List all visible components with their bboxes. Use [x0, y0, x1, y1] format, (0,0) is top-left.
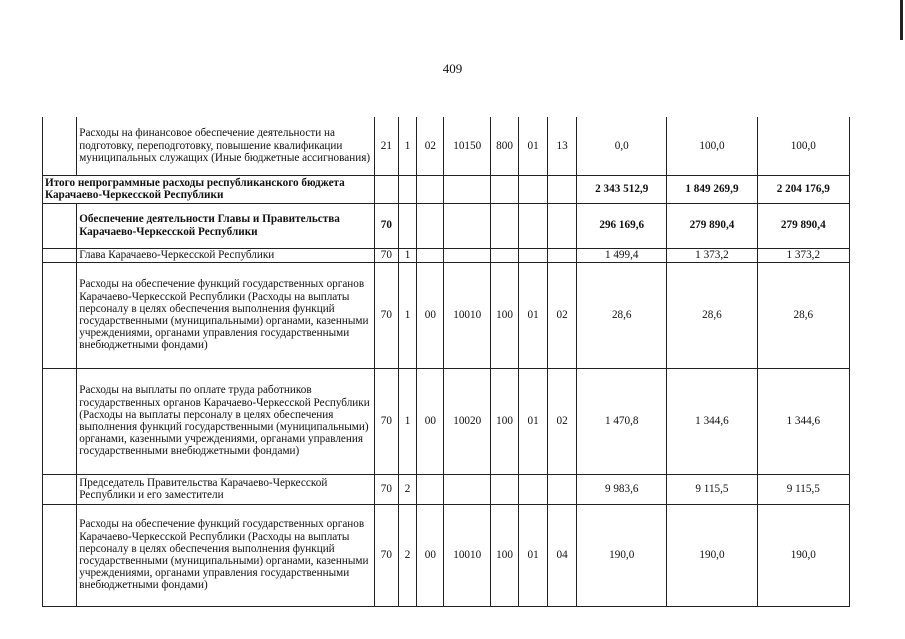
code-cell: 01 — [519, 117, 548, 175]
code-cell: 800 — [491, 117, 519, 175]
code-cell — [548, 474, 577, 504]
code-cell — [491, 203, 519, 248]
indent-cell — [43, 504, 77, 606]
amount-cell: 9 115,5 — [757, 474, 849, 504]
amount-cell: 190,0 — [667, 504, 757, 606]
code-cell: 02 — [417, 117, 444, 175]
code-cell — [491, 474, 519, 504]
amount-cell: 1 470,8 — [577, 368, 667, 474]
code-cell: 21 — [374, 117, 398, 175]
page-edge-mark — [900, 0, 903, 40]
code-cell — [519, 175, 548, 203]
amount-cell: 190,0 — [757, 504, 849, 606]
amount-cell: 1 373,2 — [757, 248, 849, 262]
code-cell: 2 — [398, 504, 417, 606]
code-cell — [417, 474, 444, 504]
code-cell: 10010 — [444, 262, 491, 368]
row-name: Расходы на обеспечение функций государственных органов Карачаево-Черкесской Республики (Расходы на выплаты персоналу в целях обеспечения выполнения функций государственными (муниципальными) органами, казенными учреждениями, органами управления государственными внебюджетными фондами) — [77, 504, 375, 606]
amount-cell: 28,6 — [667, 262, 757, 368]
amount-cell: 1 499,4 — [577, 248, 667, 262]
page-number: 409 — [442, 61, 463, 76]
code-cell: 100 — [491, 262, 519, 368]
code-cell: 70 — [374, 474, 398, 504]
code-cell: 1 — [398, 262, 417, 368]
row-name: Глава Карачаево-Черкесской Республики — [77, 248, 375, 262]
code-cell: 70 — [374, 203, 398, 248]
code-cell — [519, 203, 548, 248]
code-cell — [548, 175, 577, 203]
code-cell: 1 — [398, 117, 417, 175]
code-cell — [398, 175, 417, 203]
code-cell — [444, 474, 491, 504]
amount-cell: 279 890,4 — [757, 203, 849, 248]
code-cell — [417, 175, 444, 203]
code-cell: 70 — [374, 368, 398, 474]
row-name: Председатель Правительства Карачаево-Черкесской Республики и его заместители — [77, 474, 375, 504]
row-name: Расходы на обеспечение функций государственных органов Карачаево-Черкесской Республики (Расходы на выплаты персоналу в целях обеспечения выполнения функций государственными (муниципальными) органами, казенными учреждениями, органами управления государственными внебюджетными фондами) — [77, 262, 375, 368]
code-cell: 1 — [398, 248, 417, 262]
code-cell: 01 — [519, 262, 548, 368]
code-cell — [491, 175, 519, 203]
indent-cell — [43, 248, 77, 262]
amount-cell: 2 343 512,9 — [577, 175, 667, 203]
amount-cell: 296 169,6 — [577, 203, 667, 248]
table-row — [43, 117, 850, 175]
amount-cell: 1 344,6 — [757, 368, 849, 474]
code-cell — [417, 248, 444, 262]
code-cell: 10020 — [444, 368, 491, 474]
indent-cell — [43, 474, 77, 504]
code-cell: 02 — [548, 368, 577, 474]
code-cell — [491, 248, 519, 262]
amount-cell: 2 204 176,9 — [757, 175, 849, 203]
table-row — [43, 248, 850, 262]
amount-cell: 9 983,6 — [577, 474, 667, 504]
code-cell: 01 — [519, 504, 548, 606]
table-row — [43, 474, 850, 504]
code-cell — [374, 175, 398, 203]
amount-cell: 1 373,2 — [667, 248, 757, 262]
indent-cell — [43, 368, 77, 474]
code-cell — [417, 203, 444, 248]
code-cell: 13 — [548, 117, 577, 175]
code-cell: 00 — [417, 262, 444, 368]
indent-cell — [43, 203, 77, 248]
code-cell: 1 — [398, 368, 417, 474]
row-name: Расходы на выплаты по оплате труда работников государственных органов Карачаево-Черкесской Республики (Расходы на выплаты персоналу в целях обеспечения выполнения функций государственными (муниципальными) органами, казенными учреждениями, органами управления государственными внебюджетными фондами) — [77, 368, 375, 474]
code-cell — [519, 248, 548, 262]
code-cell: 100 — [491, 504, 519, 606]
row-name: Расходы на финансовое обеспечение деятельности на подготовку, переподготовку, повышение квалификации муниципальных служащих (Иные бюджетные ассигнования) — [77, 117, 375, 175]
amount-cell: 0,0 — [577, 117, 667, 175]
amount-cell: 28,6 — [577, 262, 667, 368]
code-cell — [444, 203, 491, 248]
amount-cell: 28,6 — [757, 262, 849, 368]
indent-cell — [43, 117, 77, 175]
code-cell: 70 — [374, 504, 398, 606]
amount-cell: 100,0 — [757, 117, 849, 175]
table-row-section — [43, 203, 850, 248]
section-name: Обеспечение деятельности Главы и Правительства Карачаево-Черкесской Республики — [77, 203, 375, 248]
code-cell: 70 — [374, 262, 398, 368]
code-cell: 10150 — [444, 117, 491, 175]
code-cell — [519, 474, 548, 504]
table-row — [43, 504, 850, 606]
code-cell: 04 — [548, 504, 577, 606]
table-row — [43, 368, 850, 474]
code-cell — [548, 248, 577, 262]
code-cell: 100 — [491, 368, 519, 474]
code-cell — [444, 248, 491, 262]
table-row-total — [43, 175, 850, 203]
code-cell: 02 — [548, 262, 577, 368]
code-cell — [548, 203, 577, 248]
budget-table — [42, 117, 850, 607]
table-row — [43, 262, 850, 368]
total-name: Итого непрограммные расходы республиканского бюджета Карачаево-Черкесской Республики — [43, 175, 375, 203]
indent-cell — [43, 262, 77, 368]
code-cell: 00 — [417, 368, 444, 474]
amount-cell: 1 849 269,9 — [667, 175, 757, 203]
amount-cell: 190,0 — [577, 504, 667, 606]
amount-cell: 100,0 — [667, 117, 757, 175]
code-cell: 10010 — [444, 504, 491, 606]
code-cell — [444, 175, 491, 203]
amount-cell: 1 344,6 — [667, 368, 757, 474]
amount-cell: 9 115,5 — [667, 474, 757, 504]
code-cell: 70 — [374, 248, 398, 262]
code-cell: 00 — [417, 504, 444, 606]
amount-cell: 279 890,4 — [667, 203, 757, 248]
code-cell: 01 — [519, 368, 548, 474]
code-cell: 2 — [398, 474, 417, 504]
code-cell — [398, 203, 417, 248]
